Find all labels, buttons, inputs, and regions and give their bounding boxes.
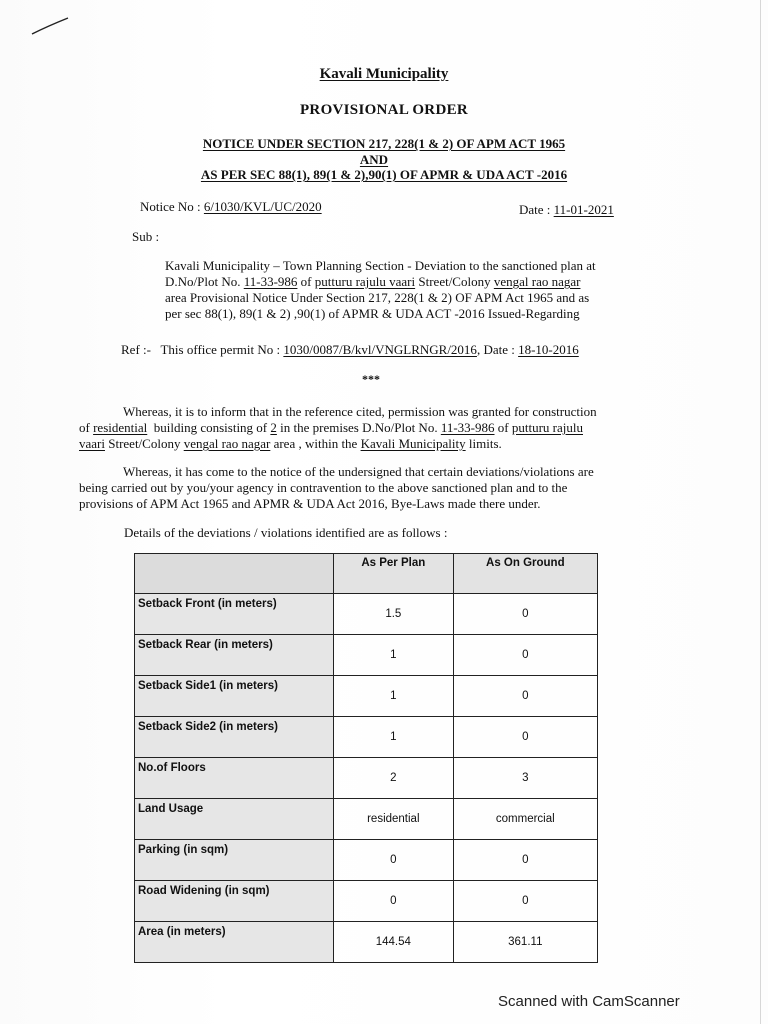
subject-text: D.No/Plot No. bbox=[165, 274, 241, 289]
subject-label: Sub : bbox=[132, 229, 160, 244]
table-row bbox=[135, 799, 598, 840]
subject-line bbox=[165, 274, 596, 290]
plan-value: 2 bbox=[334, 758, 454, 799]
table-row bbox=[135, 635, 598, 676]
street-name: putturu rajulu bbox=[511, 420, 583, 435]
table-row bbox=[135, 717, 598, 758]
paragraph-line: being carried out by you/your agency in contravention to the above sanctioned plan and to the bbox=[79, 480, 568, 495]
scanner-watermark: Scanned with CamScanner bbox=[498, 993, 680, 1010]
table-header-cell: As On Ground bbox=[453, 554, 597, 594]
row-label: Parking (in sqm) bbox=[135, 840, 334, 881]
permit-number: 1030/0087/B/kvl/VNGLRNGR/2016 bbox=[283, 342, 477, 357]
paragraph-line bbox=[79, 436, 679, 452]
notice-number-value: 6/1030/KVL/UC/2020 bbox=[203, 199, 322, 214]
plan-value: residential bbox=[334, 799, 454, 840]
row-label: Setback Front (in meters) bbox=[135, 594, 334, 635]
colony-name: vengal rao nagar bbox=[493, 274, 581, 289]
notice-heading-line1: NOTICE UNDER SECTION 217, 228(1 & 2) OF APM ACT 1965 bbox=[202, 136, 566, 151]
reference-text: , Date : bbox=[476, 342, 515, 357]
notice-heading-and: AND bbox=[359, 152, 389, 167]
plan-value: 0 bbox=[334, 881, 454, 922]
subject-paragraph bbox=[165, 258, 596, 322]
plan-value: 0 bbox=[334, 840, 454, 881]
paragraph-line: Whereas, it is to inform that in the reference cited, permission was granted for construction bbox=[123, 404, 597, 419]
document-subtitle: PROVISIONAL ORDER bbox=[299, 102, 469, 118]
notice-date-label: Date : bbox=[519, 202, 551, 217]
ground-value: 0 bbox=[453, 594, 597, 635]
plan-value: 1 bbox=[334, 676, 454, 717]
building-use: residential bbox=[93, 420, 148, 435]
subject-text: Street/Colony bbox=[418, 274, 491, 289]
plot-number: 11-33-986 bbox=[440, 420, 495, 435]
paragraph-text: Street/Colony bbox=[108, 436, 181, 451]
document-title: Kavali Municipality bbox=[319, 66, 449, 82]
deviations-table bbox=[134, 553, 598, 963]
row-label: Setback Side2 (in meters) bbox=[135, 717, 334, 758]
table-header-cell bbox=[135, 554, 334, 594]
ground-value: 0 bbox=[453, 676, 597, 717]
row-label: Setback Side1 (in meters) bbox=[135, 676, 334, 717]
plot-number: 11-33-986 bbox=[243, 274, 298, 289]
paragraph-permission bbox=[79, 404, 679, 452]
subject-line: area Provisional Notice Under Section 217, 228(1 & 2) OF APM Act 1965 and as bbox=[165, 290, 590, 305]
table-row bbox=[135, 594, 598, 635]
row-label: No.of Floors bbox=[135, 758, 334, 799]
ground-value: 361.11 bbox=[453, 922, 597, 963]
paragraph-text: building consisting of bbox=[153, 420, 268, 435]
subject-line: Kavali Municipality – Town Planning Section - Deviation to the sanctioned plan at bbox=[165, 258, 596, 273]
paragraph-text: of bbox=[497, 420, 509, 435]
paragraph-line: provisions of APM Act 1965 and APMR & UDA Act 2016, Bye-Laws made there under. bbox=[79, 496, 541, 511]
reference-text: This office permit No : bbox=[160, 342, 281, 357]
notice-date bbox=[519, 202, 614, 218]
street-name: putturu rajulu vaari bbox=[314, 274, 416, 289]
table-row bbox=[135, 922, 598, 963]
table-row bbox=[135, 676, 598, 717]
notice-number-label: Notice No : bbox=[140, 199, 201, 214]
table-row bbox=[135, 840, 598, 881]
row-label: Land Usage bbox=[135, 799, 334, 840]
ground-value: 3 bbox=[453, 758, 597, 799]
ground-value: 0 bbox=[453, 840, 597, 881]
subject-text: of bbox=[300, 274, 312, 289]
ground-value: commercial bbox=[453, 799, 597, 840]
paragraph-deviation-notice bbox=[79, 464, 679, 512]
details-intro: Details of the deviations / violations identified are as follows : bbox=[124, 525, 448, 540]
plan-value: 144.54 bbox=[334, 922, 454, 963]
notice-number bbox=[140, 199, 322, 215]
table-header-cell: As Per Plan bbox=[334, 554, 454, 594]
subject-line: per sec 88(1), 89(1 & 2) ,90(1) of APMR & UDA ACT -2016 Issued-Regarding bbox=[165, 306, 580, 321]
colony-name: vengal rao nagar bbox=[183, 436, 271, 451]
plan-value: 1 bbox=[334, 635, 454, 676]
notice-heading-line2: AS PER SEC 88(1), 89(1 & 2),90(1) OF APMR & UDA ACT -2016 bbox=[200, 167, 568, 182]
table-header-row bbox=[135, 554, 598, 594]
section-separator-stars: *** bbox=[362, 372, 380, 386]
street-name: vaari bbox=[79, 436, 105, 451]
paragraph-text: area , within the bbox=[273, 436, 358, 451]
page-edge bbox=[760, 0, 761, 1024]
pen-stroke-mark bbox=[30, 14, 70, 38]
ground-value: 0 bbox=[453, 635, 597, 676]
paragraph-text: of bbox=[79, 420, 90, 435]
paragraph-text: in the premises D.No/Plot No. bbox=[280, 420, 438, 435]
reference-line bbox=[121, 342, 579, 358]
permit-date: 18-10-2016 bbox=[518, 342, 579, 357]
paragraph-text: limits. bbox=[468, 436, 502, 451]
notice-date-value: 11-01-2021 bbox=[553, 202, 614, 217]
ground-value: 0 bbox=[453, 881, 597, 922]
plan-value: 1 bbox=[334, 717, 454, 758]
municipality-name: Kavali Municipality bbox=[360, 436, 466, 451]
reference-label: Ref :- bbox=[121, 342, 151, 357]
row-label: Setback Rear (in meters) bbox=[135, 635, 334, 676]
table-row bbox=[135, 881, 598, 922]
paragraph-line bbox=[79, 420, 679, 436]
table-row bbox=[135, 758, 598, 799]
floor-count: 2 bbox=[270, 420, 277, 435]
row-label: Area (in meters) bbox=[135, 922, 334, 963]
ground-value: 0 bbox=[453, 717, 597, 758]
paragraph-line: Whereas, it has come to the notice of the undersigned that certain deviations/violations are bbox=[123, 464, 594, 479]
row-label: Road Widening (in sqm) bbox=[135, 881, 334, 922]
plan-value: 1.5 bbox=[334, 594, 454, 635]
